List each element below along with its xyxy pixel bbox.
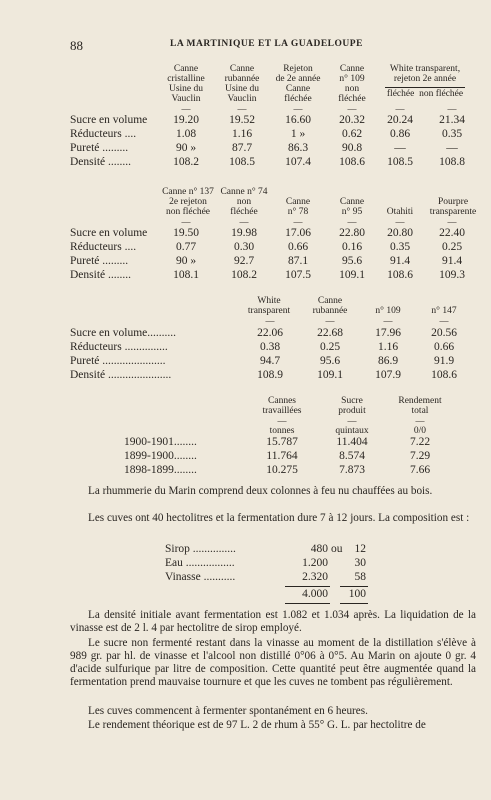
composition-row: Vinasse ........... 2.320 58 [165,571,366,583]
column-header: Rendement total [398,396,442,416]
running-title: LA MARTINIQUE ET LA GUADELOUPE [170,39,363,49]
table-row: Réducteurs ............... 0.38 0.25 1.16 0.66 [70,341,455,353]
column-header: Canne n° 137 2e rejeton non fléchée [162,187,214,217]
column-header: Rejeton de 2e année Canne fléchée [275,64,321,104]
paragraph: Le rendement théorique est de 97 L. 2 de rhum à 55° G. L. par hectolitre de [88,719,426,731]
column-header: White transparent [247,296,291,316]
composition-row: Eau ................. 1.200 30 [165,557,366,569]
page-number: 88 [70,38,83,53]
table-row: Pureté ......... 90 » 92.7 87.1 95.6 91.4 91.4 [70,255,463,267]
unit-label: tonnes [269,426,295,436]
paragraph: Le sucre non fermenté restant dans la vinasse au moment de la distillation s'élève à 989 gr. par hl. de vinasse et l'alcool non distillé 0°06 à 0°5. Au Marin on ajoute 0 gr. 4 d'acide sulfurique par litre de composition. Cette quantité peut être augmentée quand la fermentation prend mauvaise tournure et que les cuves ne tombent pas régulièrement. [70,637,476,688]
composition-total: 4.000 100 [302,588,366,600]
column-header: n° 109 [375,306,401,316]
column-header: Canne n° 95 [339,197,365,217]
unit-label: quintaux [335,426,369,436]
column-header: n° 147 [431,306,457,316]
table-row: Densité ........ 108.2 108.5 107.4 108.6 108.5 108.8 [70,156,465,168]
column-header: Sucre produit [338,396,366,416]
page-header [70,38,469,52]
table-row: 1899-1900........ 11.764 8.574 7.29 [124,450,431,462]
table-row: Réducteurs .... 1.08 1.16 1 » 0.62 0.86 0.35 [70,128,463,140]
paragraph: La rhummerie du Marin comprend deux colonnes à feu nu chauffées au bois. [88,485,433,497]
column-header: Canne cristalline Usine du Vauclin [167,64,205,104]
paragraph: Les cuves ont 40 hectolitres et la fermentation dure 7 à 12 jours. La composition est : [88,512,470,524]
column-header: Canne n° 78 [285,197,311,217]
table-row: Densité ........ 108.1 108.2 107.5 109.1 108.6 109.3 [70,269,465,281]
column-header: Cannes travaillées [262,396,302,416]
sum-rule [340,586,368,587]
sum-rule [285,586,330,587]
sum-rule [285,603,330,604]
table-row: 1900-1901........ 15.787 11.404 7.22 [124,436,431,448]
column-header: Canne rubannée Usine du Vauclin [224,64,260,104]
table-row: 1898-1899........ 10.275 7.873 7.66 [124,464,431,476]
table-row: Pureté ......... 90 » 87.7 86.3 90.8 — — [70,142,458,154]
composition-row: Sirop ............... 480 ou 12 [165,543,366,555]
table-row: Pureté ...................... 94.7 95.6 86.9 91.9 [70,355,455,367]
column-header: Canne n° 74 non fléchée [220,187,268,217]
book-page: 88 LA MARTINIQUE ET LA GUADELOUPE Canne cristalline Usine du Vauclin Canne rubannée Usine du Vauclin Rejeton de 2e année Canne fléchée Canne n° 109 non fléchée White transparent, rejeton 2e année fléchée non fléchée — — — — — — Sucre en volume 19.20 19.52 16.60 20.32 20.24 21.34 Réducteurs .... 1.08 1.16 1 » 0.62 0.86 0.35 Pureté ......... 90 » 87.7 86.3 90.8 — — Densité ........ 108.2 108.5 107.4 108.6 108.5 108.8 Canne n° 137 2e rejeton non fléchée Canne n° 74 non fléchée Canne n° 78 Canne n° 95 Otahiti Pourpre transparente — — — — — — Sucre en volume 19.50 19.98 17.06 22.80 20.80 22.40 Réducteurs .... 0.77 0.30 0.66 0.16 0.35 0.25 Pureté ......... 90 » 92.7 87.1 95.6 91.4 91.4 Densité ........ 108.1 108.2 107.5 109.1 108.6 109.3 White transparent Canne rubannée n° 109 n° 147 — — — — Sucre en volume.......... 22.06 22.68 17.96 20.56 Réducteurs ............... 0.38 0.25 1.16 0.66 Pureté ...................... 94.7 95.6 86.9 91.9 Densité ...................... 108.9 109.1 107.9 108.6 Cannes travaillées Sucre produit Rendement total — — — tonnes quintaux 0/0 1900-1901........ 15.787 11.404 7.22 1899-1900........ 11.764 8.574 7.29 1898-1899........ 10.275 7.873 7.66 La rhummerie du Marin comprend deux colonnes à feu nu chauffées au bois. Les cuves ont 40 hectolitres et la fermentation dure 7 à 12 jours. La composition est : Sirop ............... 480 ou 12 Eau ................. 1.200 30 Vinasse ........... 2.320 58 4.000 100 La densité initiale avant fermentation est 1.082 et 1.034 après. La liquidation de la vinasse est de 2 l. 4 par hectolitre de sirop employé. Le sucre non fermenté restant dans la vinasse au moment de la distillation s'élève à 989 gr. par hl. de vinasse et l'alcool non distillé 0°06 à 0°5. Au Marin on ajoute 0 gr. 4 d'acide sulfurique par litre de composition. Cette quantité peut être augmentée quand la fermentation prend mauvaise tournure et que les cuves ne tombent pas régulièrement. Les cuves commencent à fermenter spontanément en 6 heures. Le rendement théorique est de 97 L. 2 de rhum à 55° G. L. par hectolitre de [0,0,491,800]
column-header: Pourpre transparente [429,197,477,217]
table-row: Sucre en volume.......... 22.06 22.68 17.96 20.56 [70,327,457,339]
table-row: Réducteurs .... 0.77 0.30 0.66 0.16 0.35 0.25 [70,241,463,253]
table-row: Densité ...................... 108.9 109.1 107.9 108.6 [70,369,457,381]
paragraph: La densité initiale avant fermentation est 1.082 et 1.034 après. La liquidation de la vinasse est de 2 l. 4 par hectolitre de sirop employé. [70,609,476,634]
table-row: Sucre en volume 19.50 19.98 17.06 22.80 20.80 22.40 [70,227,465,239]
sum-rule [340,603,368,604]
column-header: Canne rubannée [312,296,348,316]
column-header: White transparent, rejeton 2e année fléchée non fléchée [386,64,464,99]
paragraph: Les cuves commencent à fermenter spontanément en 6 heures. [88,705,368,717]
column-header: Otahiti [386,207,414,217]
table-row: Sucre en volume 19.20 19.52 16.60 20.32 20.24 21.34 [70,114,465,126]
unit-label: 0/0 [413,426,427,436]
column-header: Canne n° 109 non fléchée [338,64,366,104]
